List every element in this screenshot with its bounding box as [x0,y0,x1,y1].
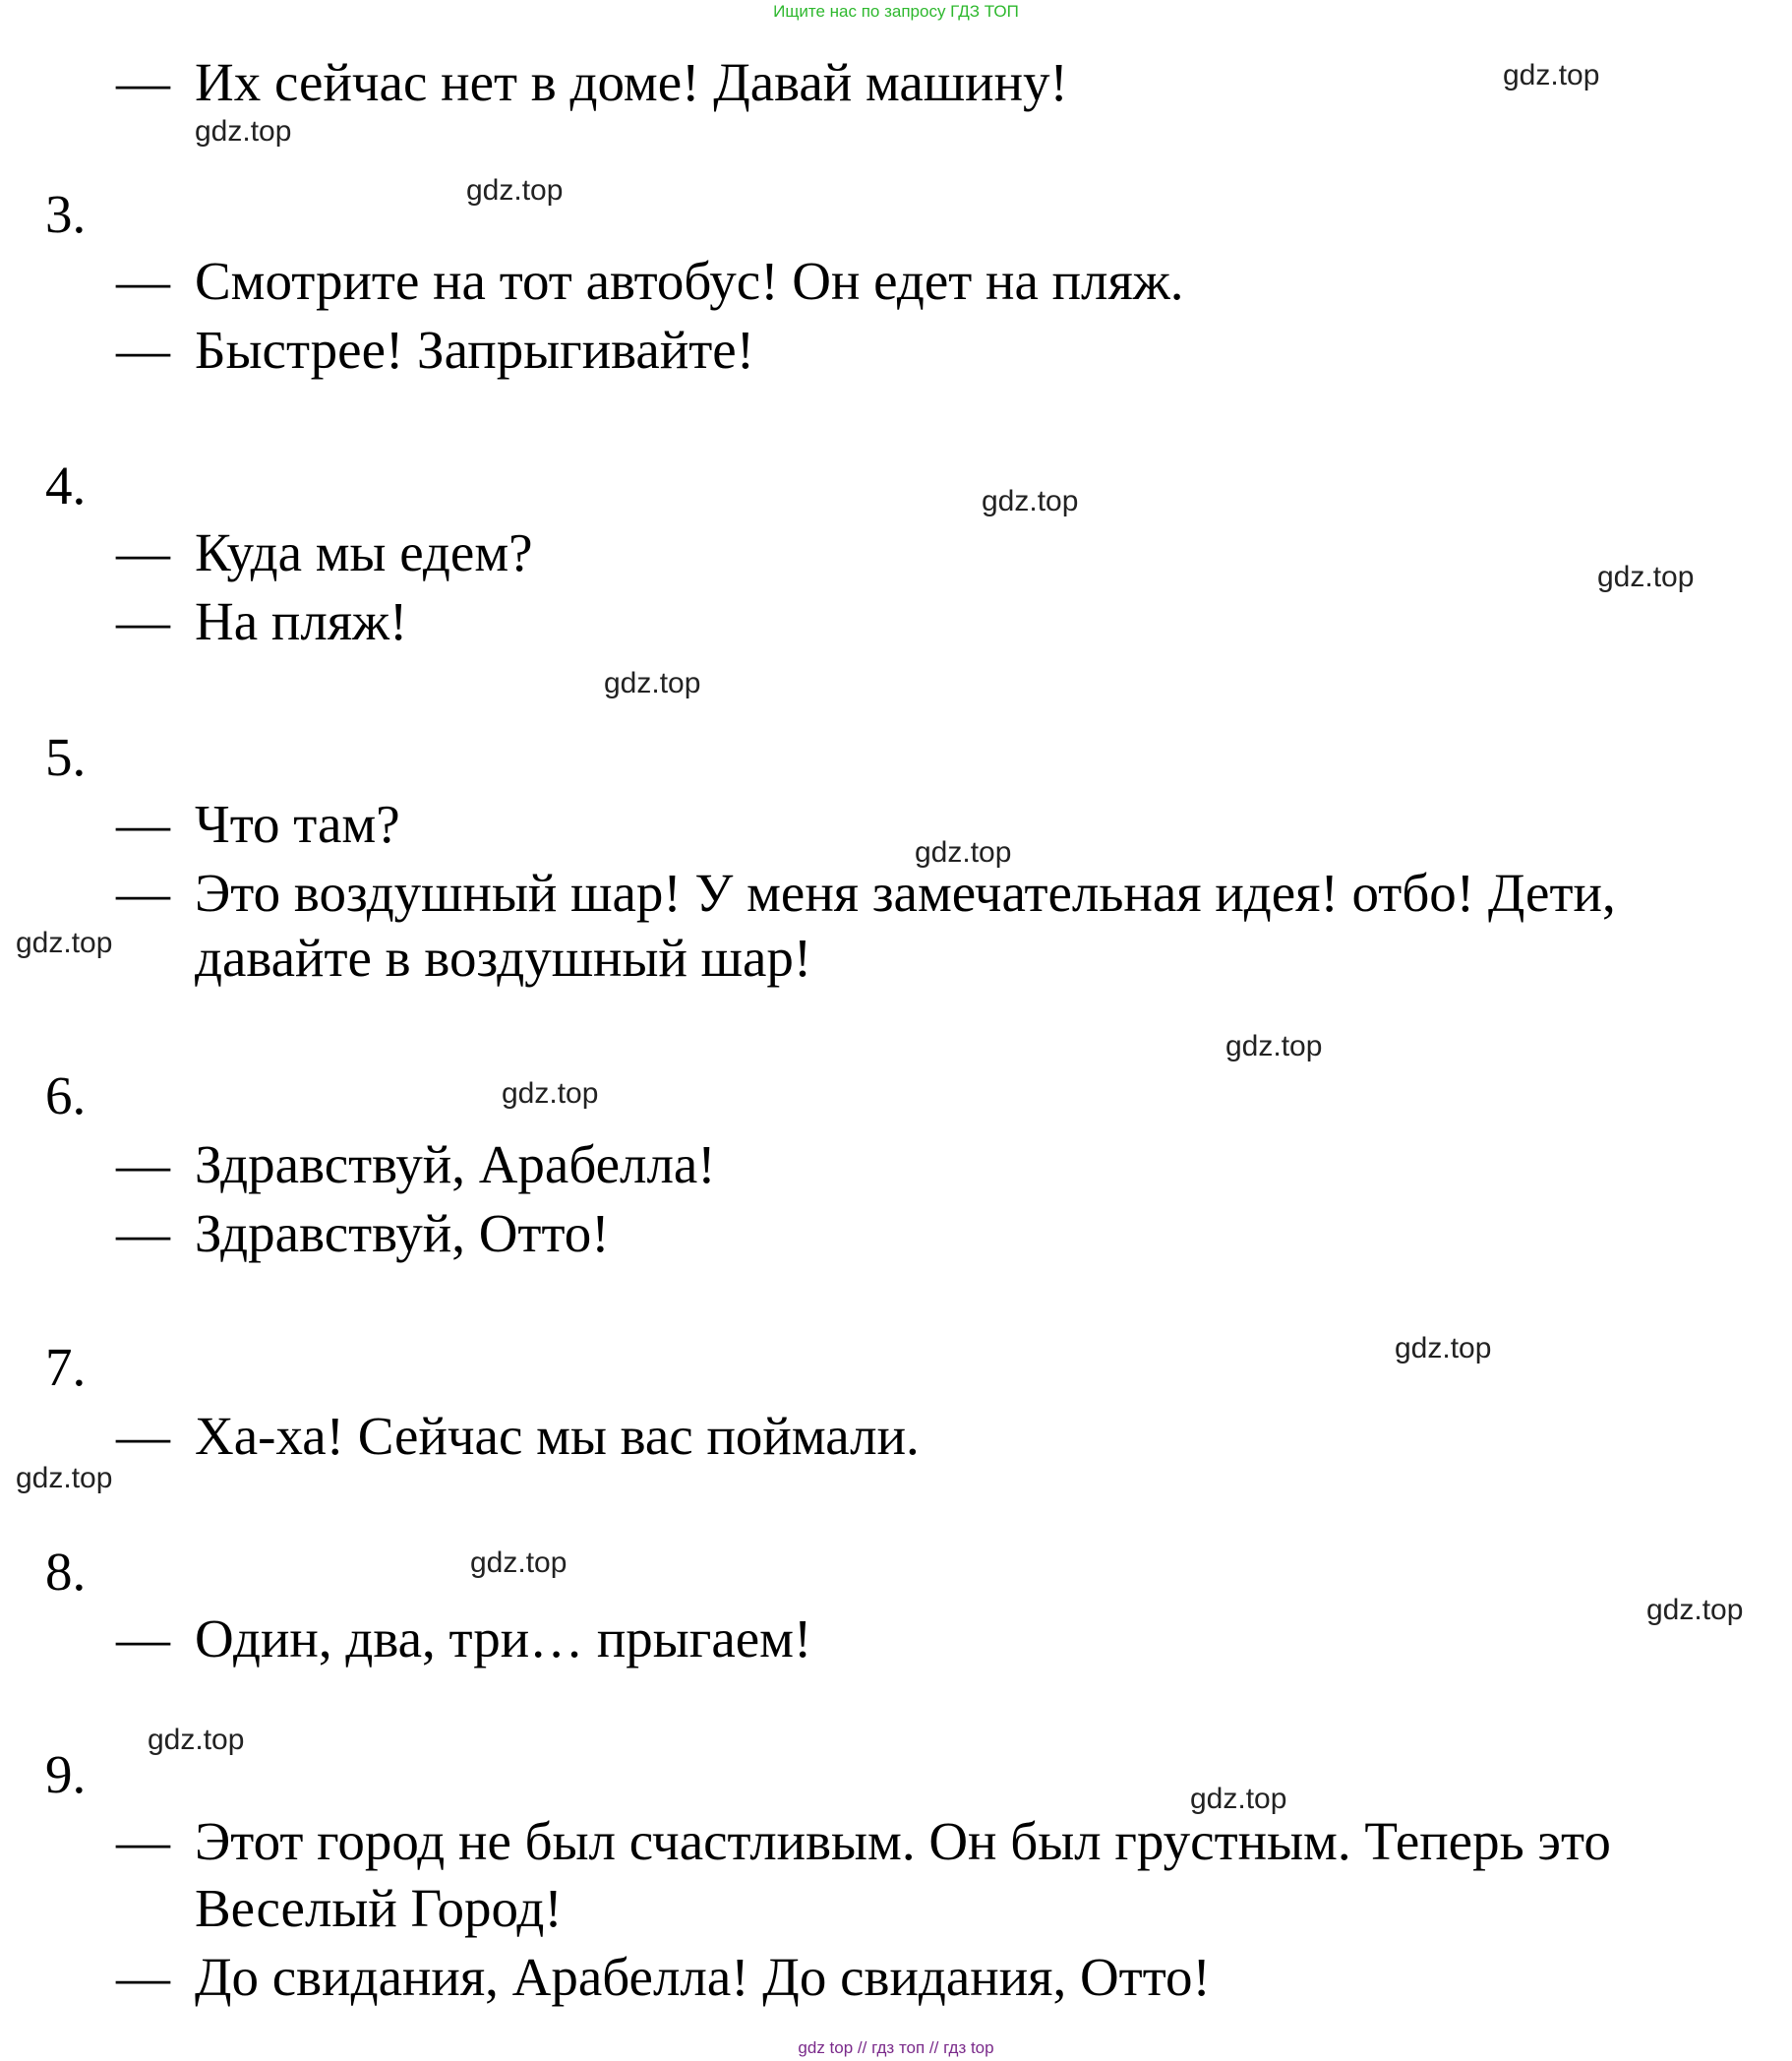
dialogue-line: — До свидания, Арабелла! До свидания, Отто! [116,1947,1211,2007]
dialogue-continuation: Веселый Город! [195,1878,563,1938]
dialogue-line: — На пляж! [116,591,408,651]
section-number: 5. [45,727,87,787]
watermark: gdz.top [1395,1332,1492,1364]
watermark: gdz.top [1646,1594,1744,1626]
watermark: gdz.top [195,115,292,148]
dialogue-line: — Здравствуй, Арабелла! [116,1134,716,1194]
section-number: 6. [45,1065,87,1125]
dialogue-line: — Быстрее! Запрыгивайте! [116,320,755,380]
watermark: gdz.top [466,174,564,207]
watermark: gdz.top [502,1077,599,1110]
dialogue-line: — Их сейчас нет в доме! Давай машину! [116,52,1068,112]
watermark: gdz.top [1503,59,1600,91]
dialogue-line: — Ха-ха! Сейчас мы вас поймали. [116,1406,920,1466]
watermark: gdz.top [148,1724,245,1756]
watermark: gdz.top [982,485,1079,517]
top-banner: Ищите нас по запросу ГДЗ ТОП [773,2,1019,21]
footer-watermark: gdz top // гдз топ // гдз top [798,2038,994,2057]
watermark: gdz.top [16,1462,113,1494]
watermark: gdz.top [16,927,113,959]
dialogue-line: — Куда мы едем? [116,522,533,582]
watermark: gdz.top [470,1546,567,1579]
dialogue-line: — Что там? [116,794,400,854]
dialogue-line: — Смотрите на тот автобус! Он едет на пляж. [116,251,1184,311]
dialogue-line: — Этот город не был счастливым. Он был грустным. Теперь это [116,1811,1611,1871]
dialogue-line: — Здравствуй, Отто! [116,1203,610,1263]
dialogue-line: — Это воздушный шар! У меня замечательная идея! отбо! Дети, [116,863,1616,923]
watermark: gdz.top [1190,1783,1287,1815]
section-number: 3. [45,184,87,244]
dialogue-line: — Один, два, три… прыгаем! [116,1608,812,1668]
section-number: 4. [45,455,87,515]
watermark: gdz.top [1225,1030,1323,1062]
section-number: 7. [45,1337,87,1397]
watermark: gdz.top [604,667,701,699]
watermark: gdz.top [1597,561,1695,593]
dialogue-continuation: давайте в воздушный шар! [195,928,812,988]
section-number: 8. [45,1542,87,1602]
section-number: 9. [45,1744,87,1804]
watermark: gdz.top [915,836,1012,869]
